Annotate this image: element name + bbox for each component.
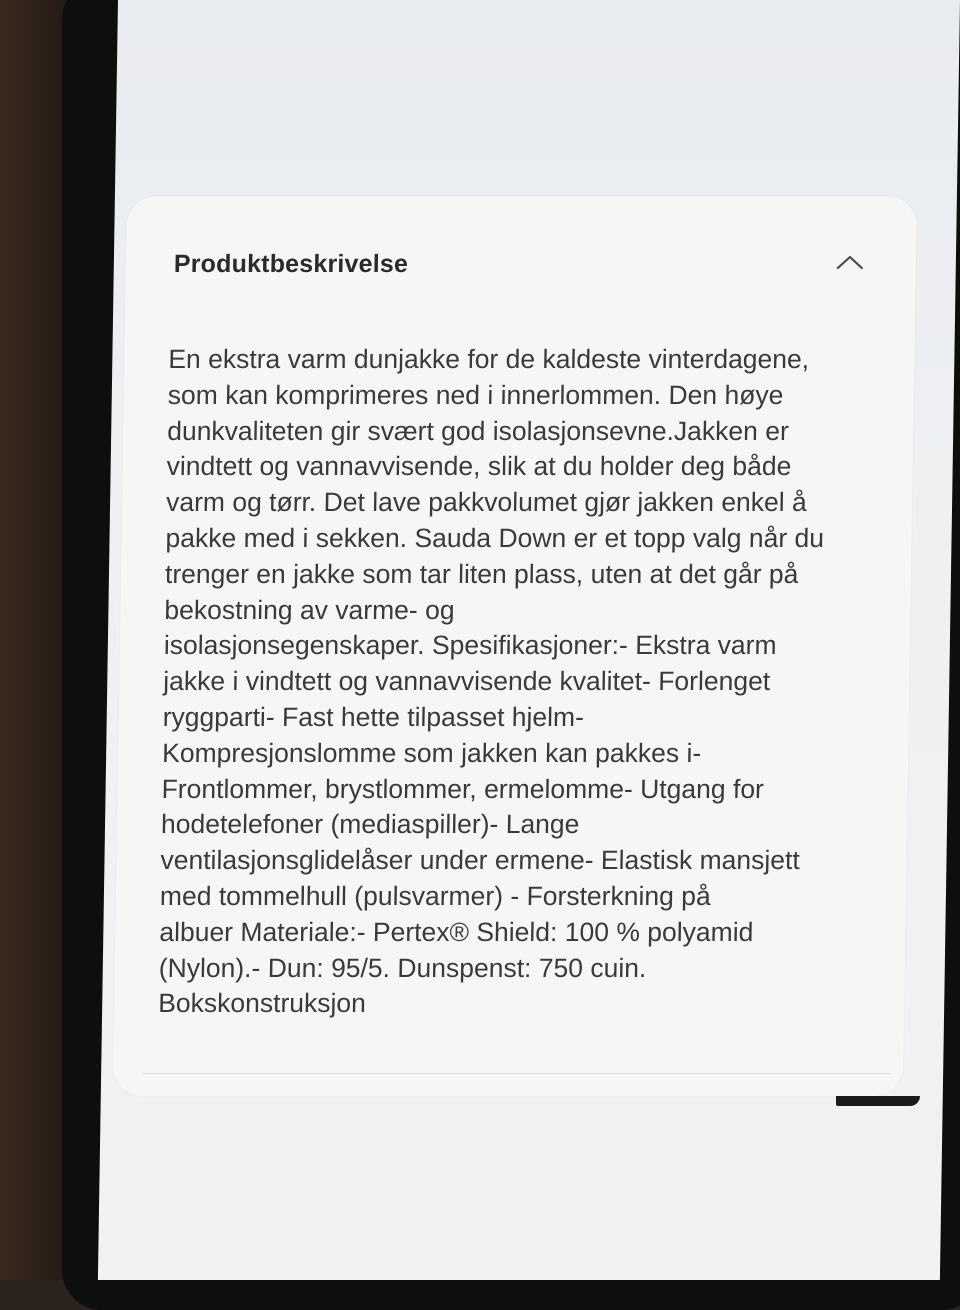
- bottom-edge-bar: [836, 1096, 920, 1106]
- description-line: med tommelhull (pulsvarmer) - Forsterkning på: [159, 880, 711, 911]
- description-line: Kompresjonslomme som jakken kan pakkes i-: [161, 737, 702, 768]
- description-line: trenger en jakke som tar liten plass, uten at det går på: [164, 558, 799, 589]
- phone-screen: [98, 0, 960, 1280]
- chevron-up-icon: [835, 253, 865, 271]
- description-line: varm og tørr. Det lave pakkvolumet gjør jakken enkel å: [165, 487, 808, 518]
- accordion-header[interactable]: [125, 196, 917, 326]
- section-title: Produktbeskrivelse: [173, 250, 409, 278]
- description-line: isolasjonsegenskaper. Spesifikasjoner:- Ekstra varm: [163, 630, 777, 661]
- description-line: jakke i vindtett og vannavvisende kvalitet- Forlenget: [163, 666, 771, 697]
- description-line: pakke med i sekken. Sauda Down er et topp valg når du: [165, 522, 825, 553]
- card-divider: [143, 1073, 891, 1074]
- description-line: Bokskonstruksjon: [158, 988, 367, 1019]
- description-line: ventilasjonsglidelåser under ermene- Elastisk mansjett: [160, 845, 800, 876]
- description-line: (Nylon).- Dun: 95/5. Dunspenst: 750 cuin.: [158, 952, 647, 983]
- collapse-toggle-button[interactable]: [823, 236, 876, 288]
- description-line: som kan komprimeres ned i innerlommen. Den høye: [167, 379, 784, 410]
- description-line: ryggparti- Fast hette tilpasset hjelm-: [162, 701, 585, 732]
- description-line: Frontlommer, brystlommer, ermelomme- Utgang for: [161, 773, 765, 804]
- description-line: bekostning av varme- og: [164, 594, 455, 625]
- product-description-card: [113, 196, 917, 1096]
- description-line: dunkvaliteten gir svært god isolasjonsevne.Jakken er: [167, 415, 790, 446]
- product-description-text: [158, 342, 909, 1022]
- description-line: En ekstra varm dunjakke for de kaldeste vinterdagene,: [168, 344, 810, 374]
- description-line: vindtett og vannavvisende, slik at du holder deg både: [166, 451, 792, 482]
- description-line: hodetelefoner (mediaspiller)- Lange: [160, 809, 580, 840]
- description-line: albuer Materiale:- Pertex® Shield: 100 % polyamid: [159, 916, 754, 947]
